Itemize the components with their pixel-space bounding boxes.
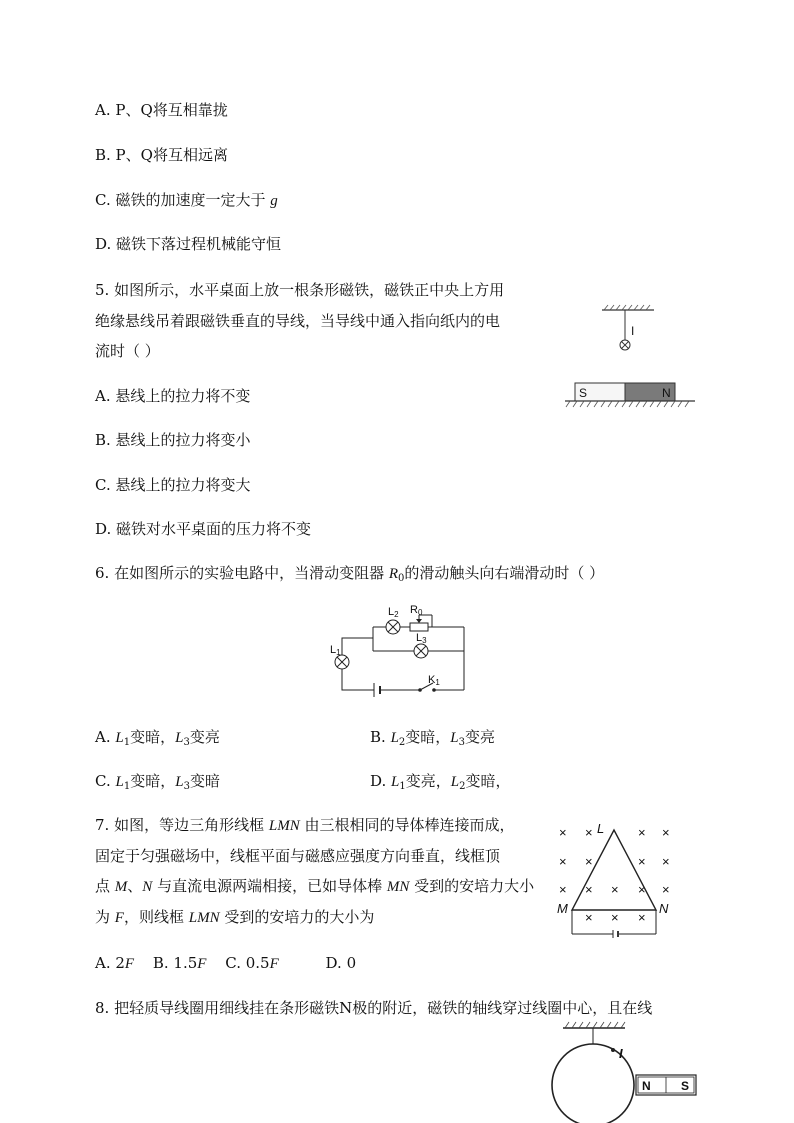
q7-vertex-l: L: [597, 821, 605, 836]
q7-stem-line-4: 为 F，则线框 LMN 受到的安培力的大小为: [95, 908, 375, 926]
q7-vertex-n: N: [659, 901, 669, 916]
q8-s-pole-label: S: [681, 1079, 690, 1093]
q6-l1-label: L1: [330, 644, 341, 657]
svg-text:×: ×: [611, 882, 619, 897]
q6-option-b: B. $L_2$变暗，$L_3$变亮: [370, 728, 496, 748]
q7-stem-line-3: 点 M、N 与直流电源两端相接，已如导体棒 MN 受到的安培力大小: [95, 877, 535, 895]
svg-text:×: ×: [559, 854, 567, 869]
q6-l2-label: L2: [388, 606, 399, 619]
q4-option-c-text: C. 磁铁的加速度一定大于: [95, 191, 271, 209]
svg-text:×: ×: [585, 825, 593, 840]
q6-r0-label: R0: [410, 604, 423, 617]
q5-option-c: C. 悬线上的拉力将变大: [95, 476, 251, 494]
q5-stem-line-1: 5. 如图所示，水平桌面上放一根条形磁铁，磁铁正中央上方用: [95, 281, 505, 299]
q7-option-c: C. 0.5F: [225, 954, 279, 972]
q7-option-b: B. 1.5F: [152, 954, 207, 972]
q5-n-pole-label: N: [662, 386, 671, 400]
q6-stem-text-2: 的滑动触头向右端滑动时（ ）: [404, 564, 605, 582]
q6-stem-text-1: 6. 在如图所示的实验电路中，当滑动变阻器: [95, 564, 389, 582]
q6-option-c: C. $L_1$变暗，$L_3$变暗: [95, 772, 220, 792]
q4-option-d: D. 磁铁下落过程机械能守恒: [95, 235, 282, 253]
svg-text:×: ×: [559, 882, 567, 897]
q6-option-a: A. $L_1$变暗，$L_3$变亮: [95, 728, 220, 748]
q8-current-label: I: [619, 1046, 623, 1061]
q5-magnet-figure: [560, 302, 700, 412]
q7-stem-line-1: 7. 如图，等边三角形线框 LMN 由三根相同的导体棒连接而成，: [95, 816, 515, 834]
svg-text:×: ×: [611, 910, 619, 925]
q5-option-b: B. 悬线上的拉力将变小: [95, 431, 251, 449]
svg-text:×: ×: [585, 910, 593, 925]
q7-option-d: D. 0: [325, 954, 357, 972]
svg-text:×: ×: [638, 854, 646, 869]
q5-option-a: A. 悬线上的拉力将不变: [95, 387, 251, 405]
q5-s-pole-label: S: [579, 386, 588, 400]
q8-n-pole-label: N: [642, 1079, 651, 1093]
q7-option-a: A. 2F: [95, 954, 135, 972]
svg-text:×: ×: [638, 825, 646, 840]
q8-stem-line-1: 8. 把轻质导线圈用细线挂在条形磁铁N极的附近，磁铁的轴线穿过线圈中心，且在线: [95, 999, 653, 1017]
svg-text:×: ×: [662, 882, 670, 897]
q6-stem: [95, 563, 604, 589]
q4-option-c: [95, 190, 278, 211]
q7-stem-line-2: 固定于匀强磁场中，线框平面与磁感应强度方向垂直，线框顶: [95, 847, 501, 865]
q5-current-label: I: [631, 324, 635, 338]
q7-triangle-figure: [555, 820, 685, 945]
q4-option-a: A. P、Q将互相靠拢: [95, 101, 228, 119]
q4-option-c-var: g: [270, 193, 278, 209]
svg-text:×: ×: [638, 910, 646, 925]
q7-options: [95, 953, 356, 974]
svg-text:×: ×: [585, 854, 593, 869]
q5-stem-line-2: 绝缘悬线吊着跟磁铁垂直的导线，当导线中通入指向纸内的电: [95, 312, 501, 330]
q6-stem-var: R: [388, 566, 399, 582]
q6-l3-label: L3: [416, 632, 427, 645]
q6-k1-label: K1: [428, 674, 440, 687]
svg-text:×: ×: [638, 882, 646, 897]
svg-text:×: ×: [559, 825, 567, 840]
svg-text:×: ×: [662, 854, 670, 869]
svg-text:×: ×: [662, 825, 670, 840]
q5-option-d: D. 磁铁对水平桌面的压力将不变: [95, 520, 312, 538]
svg-text:×: ×: [585, 882, 593, 897]
q6-option-d: D. $L_1$变亮，$L_2$变暗，: [370, 772, 511, 792]
q6-circuit-figure: [330, 603, 475, 698]
q7-vertex-m: M: [557, 901, 568, 916]
q6-stem-sub: 0: [398, 573, 405, 584]
q8-coil-figure: [545, 1020, 705, 1123]
q5-stem-line-3: 流时（ ）: [95, 342, 160, 360]
q4-option-b: B. P、Q将互相远离: [95, 146, 228, 164]
